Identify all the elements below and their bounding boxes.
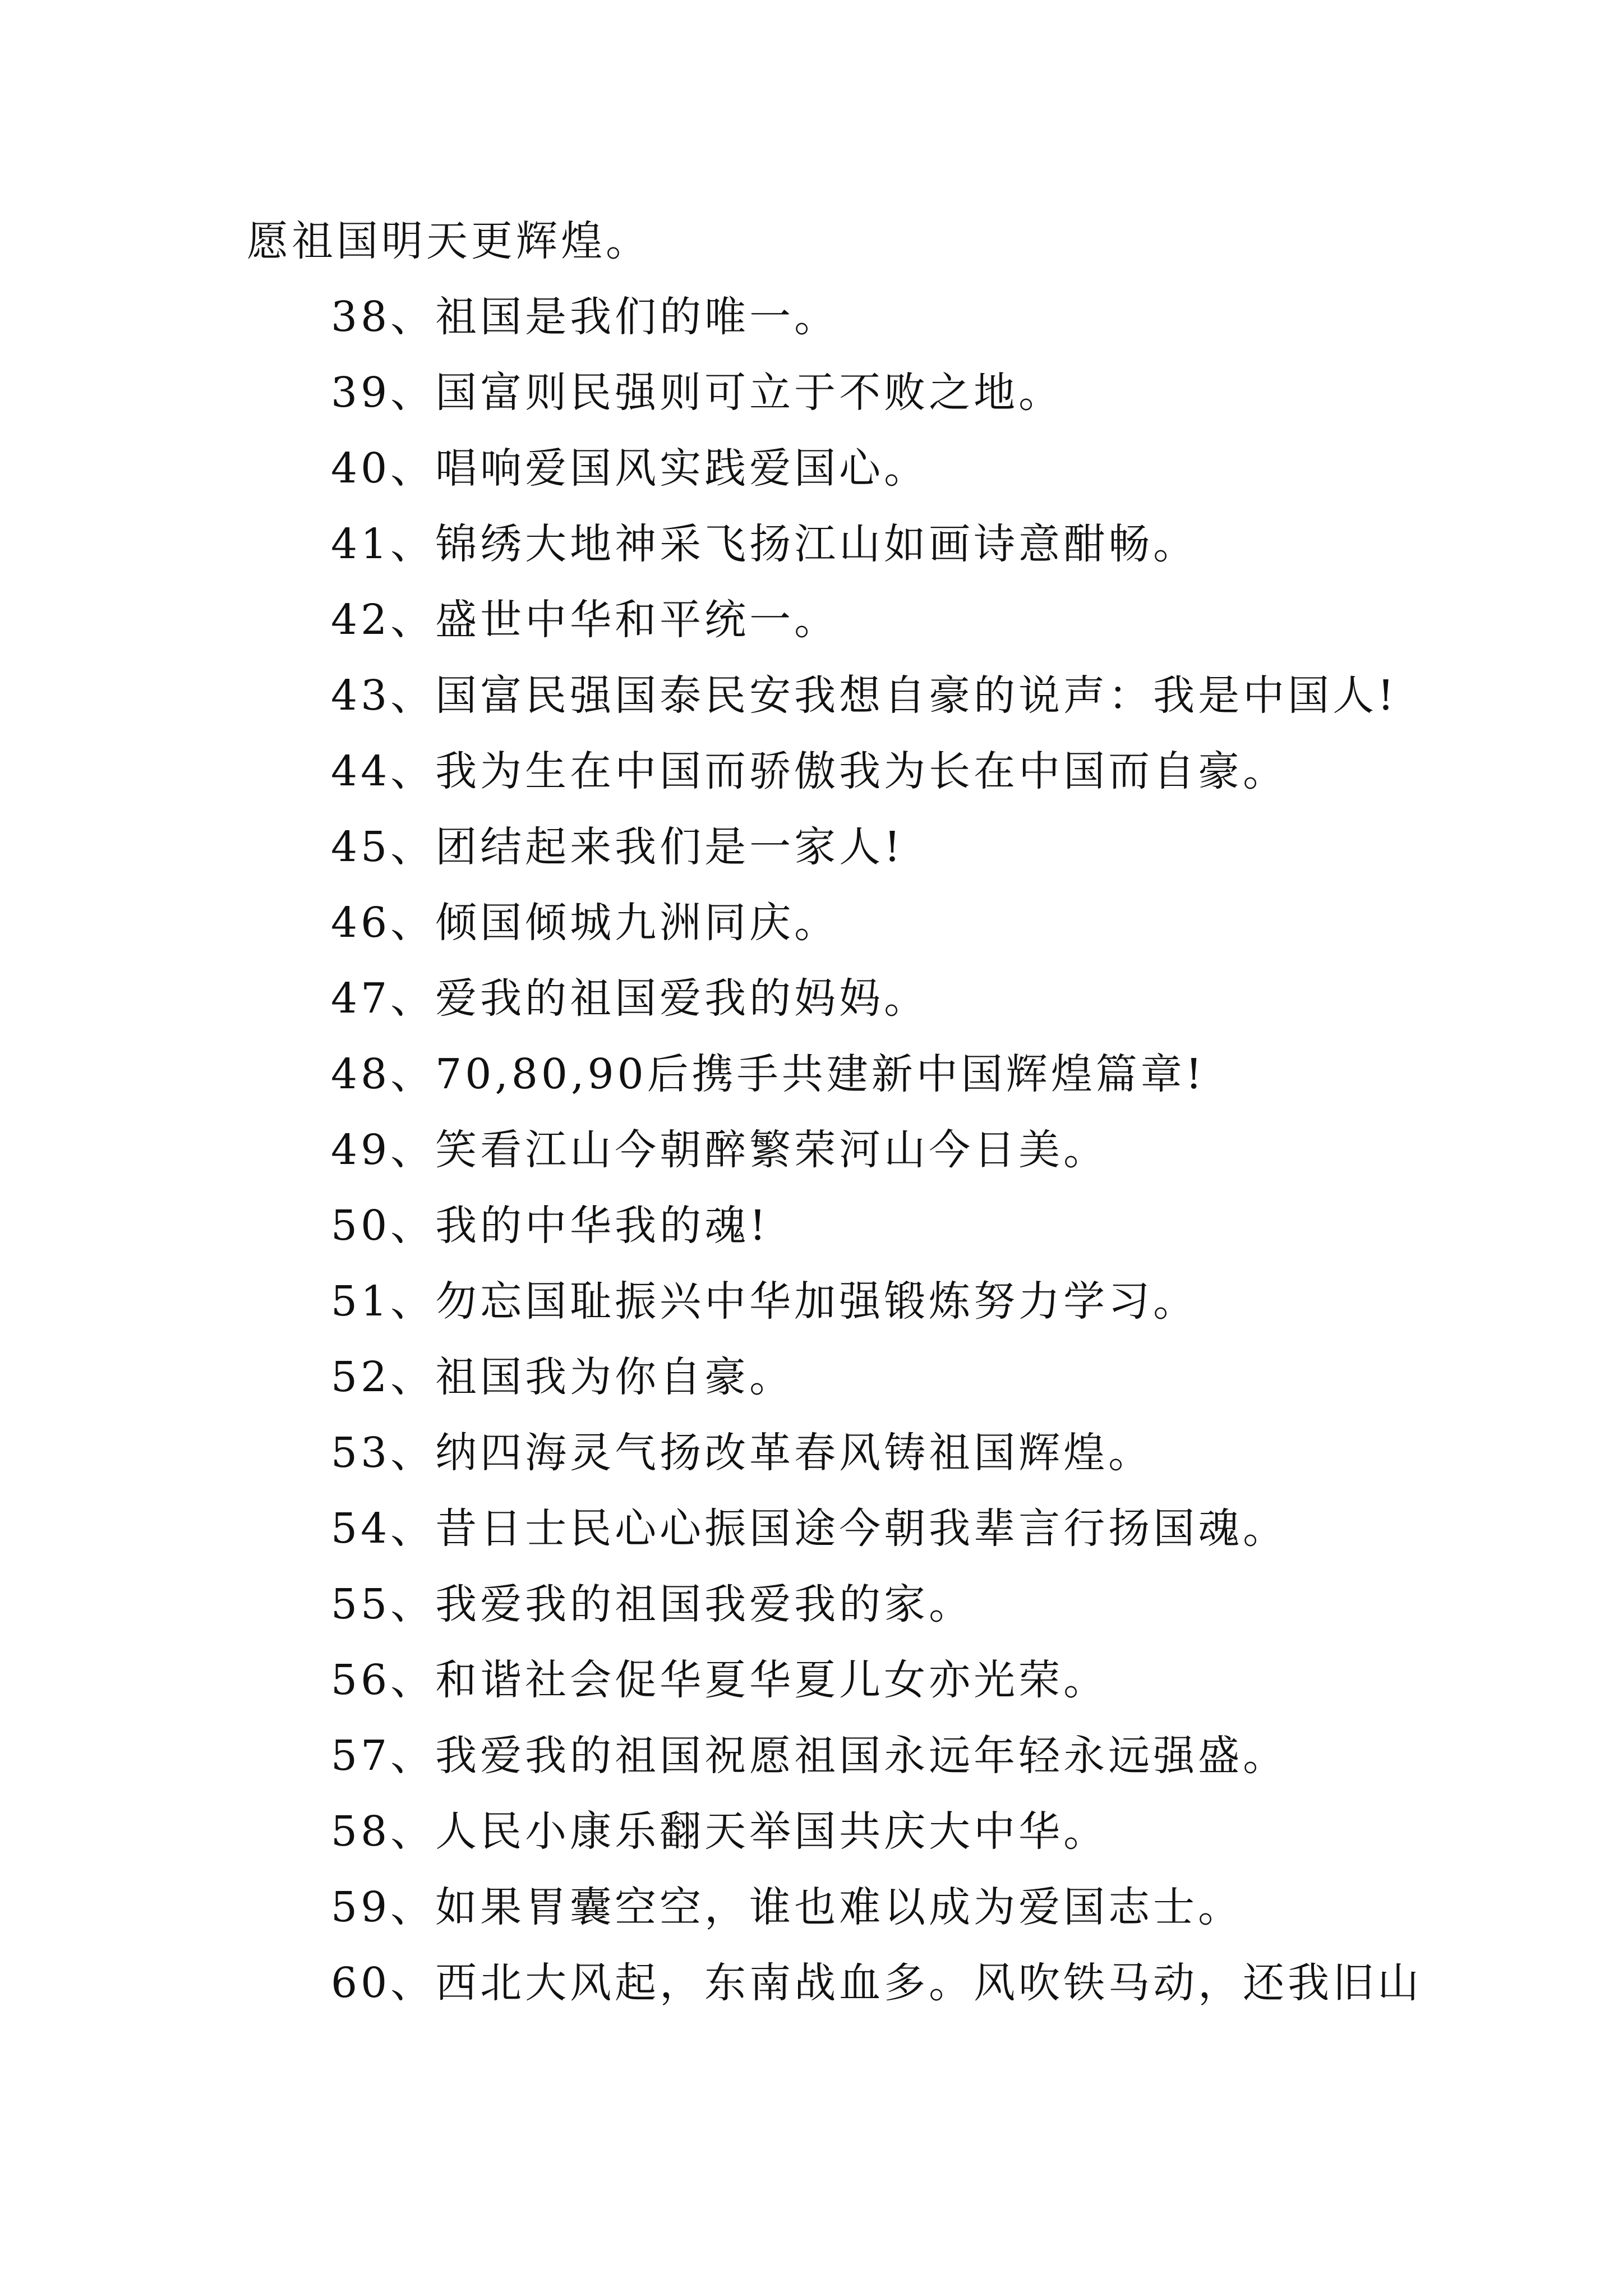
list-item: 58、人民小康乐翻天举国共庆大中华。 (331, 1807, 1109, 1856)
list-item: 54、昔日士民心心振国途今朝我辈言行扬国魂。 (331, 1504, 1288, 1553)
list-item: 42、盛世中华和平统一。 (331, 596, 840, 644)
list-item: 39、国富则民强则可立于不败之地。 (331, 369, 1064, 417)
list-item: 46、倾国倾城九洲同庆。 (331, 899, 840, 947)
list-item: 51、勿忘国耻振兴中华加强锻炼努力学习。 (331, 1277, 1198, 1326)
list-item: 59、如果胃囊空空，谁也难以成为爱国志士。 (331, 1883, 1243, 1931)
list-item: 41、锦绣大地神采飞扬江山如画诗意酣畅。 (331, 520, 1198, 568)
list-item: 60、西北大风起，东南战血多。风吹铁马动，还我旧山 (331, 1959, 1423, 2007)
list-item: 53、纳四海灵气扬改革春风铸祖国辉煌。 (331, 1429, 1154, 1477)
list-item: 44、我为生在中国而骄傲我为长在中国而自豪。 (331, 747, 1288, 795)
list-item: 57、我爱我的祖国祝愿祖国永远年轻永远强盛。 (331, 1732, 1288, 1780)
list-item: 38、祖国是我们的唯一。 (331, 293, 840, 341)
list-item: 50、我的中华我的魂! (331, 1202, 769, 1250)
list-item: 48、70,80,90后携手共建新中国辉煌篇章! (331, 1050, 1206, 1098)
list-item: 43、国富民强国泰民安我想自豪的说声：我是中国人! (331, 671, 1398, 720)
list-item: 56、和谐社会促华夏华夏儿女亦光荣。 (331, 1656, 1109, 1704)
list-item: 40、唱响爱国风实践爱国心。 (331, 444, 929, 493)
list-item: 45、团结起来我们是一家人! (331, 823, 904, 871)
list-item: 49、笑看江山今朝醉繁荣河山今日美。 (331, 1126, 1109, 1174)
list-item: 55、我爱我的祖国我爱我的家。 (331, 1580, 974, 1628)
list-item: 52、祖国我为你自豪。 (331, 1353, 795, 1401)
list-item: 47、爱我的祖国爱我的妈妈。 (331, 974, 929, 1023)
continuation-line: 愿祖国明天更辉煌。 (247, 217, 651, 265)
